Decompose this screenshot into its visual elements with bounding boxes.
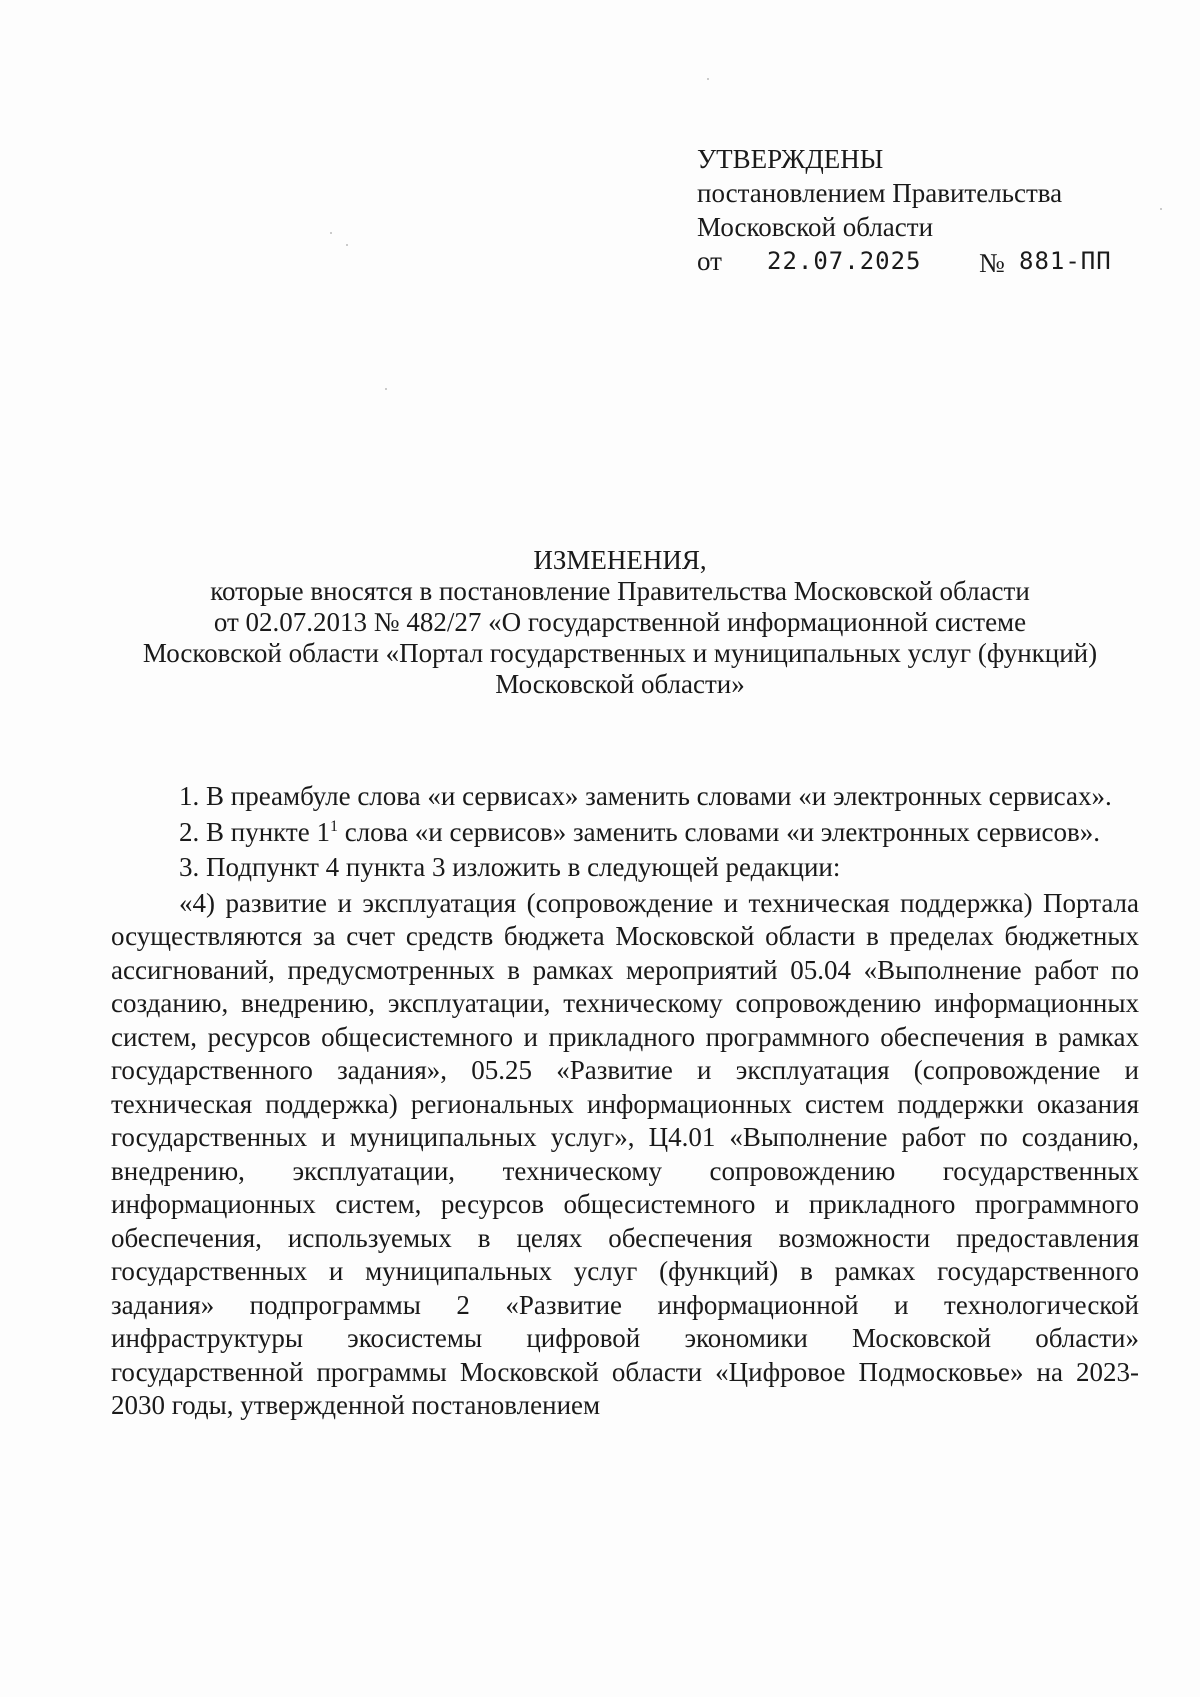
approval-date: 22.07.2025 xyxy=(767,247,922,275)
title-line-1: которые вносятся в постановление Правительства Московской области xyxy=(210,576,1030,606)
approval-number-label: № xyxy=(979,248,1005,278)
approval-from-label: от xyxy=(697,246,722,276)
approval-date-row xyxy=(697,244,1137,278)
approval-number: 881-ПП xyxy=(1019,247,1112,275)
scan-speck xyxy=(1160,208,1162,210)
document-body xyxy=(111,780,1139,1425)
scan-speck xyxy=(330,232,332,234)
paragraph-2-end: слова «и сервисов» заменить словами «и электронных сервисов». xyxy=(337,816,1100,847)
title-line-2: от 02.07.2013 № 482/27 «О государственной информационной системе xyxy=(213,607,1027,637)
approval-stamp xyxy=(697,142,1137,278)
paragraph-2-superscript: 1 xyxy=(329,817,338,835)
paragraph-2-start: 2. В пункте 1 xyxy=(179,816,330,847)
title-heading: ИЗМЕНЕНИЯ, xyxy=(533,545,707,575)
approval-line-1: постановлением Правительства xyxy=(697,178,1063,208)
scan-speck xyxy=(346,244,348,246)
approval-heading: УТВЕРЖДЕНЫ xyxy=(697,144,884,174)
document-title xyxy=(100,545,1140,700)
paragraph-1: 1. В преамбуле слова «и сервисах» заменить словами «и электронных сервисах». xyxy=(179,781,1112,811)
scan-speck xyxy=(707,78,709,80)
paragraph-3: 3. Подпункт 4 пункта 3 изложить в следующей редакции: xyxy=(179,852,841,882)
title-line-3: Московской области «Портал государственных и муниципальных услуг (функций) xyxy=(142,638,1098,668)
paragraph-2 xyxy=(111,816,1139,850)
paragraph-4: «4) развитие и эксплуатация (сопровождение и техническая поддержка) Портала осуществляются за счет средств бюджета Московской области в пределах бюджетных ассигнований, предусмотренных в рамках мероприятий 05.04 «Выполнение работ по созданию, внедрению, эксплуатации, техническому сопровождению информационных систем, ресурсов общесистемного и прикладного программного обеспечения в рамках государственного задания», 05.25 «Развитие и эксплуатация (сопровождение и техническая поддержка) региональных информационных систем поддержки оказания государственных и муниципальных услуг», Ц4.01 «Выполнение работ по созданию, внедрению, эксплуатации, техническому сопровождению государственных информационных систем, ресурсов общесистемного и прикладного программного обеспечения, используемых в целях обеспечения возможности предоставления государственных и муниципальных услуг (функций) в рамках государственного задания» подпрограммы 2 «Развитие информационной и технологической инфраструктуры экосистемы цифровой экономики Московской области» государственной программы Московской области «Цифровое Подмосковье» на 2023-2030 годы, утвержденной постановлением xyxy=(111,887,1139,1420)
scan-speck xyxy=(385,388,387,390)
title-line-4: Московской области» xyxy=(495,669,745,699)
approval-line-2: Московской области xyxy=(697,212,934,242)
